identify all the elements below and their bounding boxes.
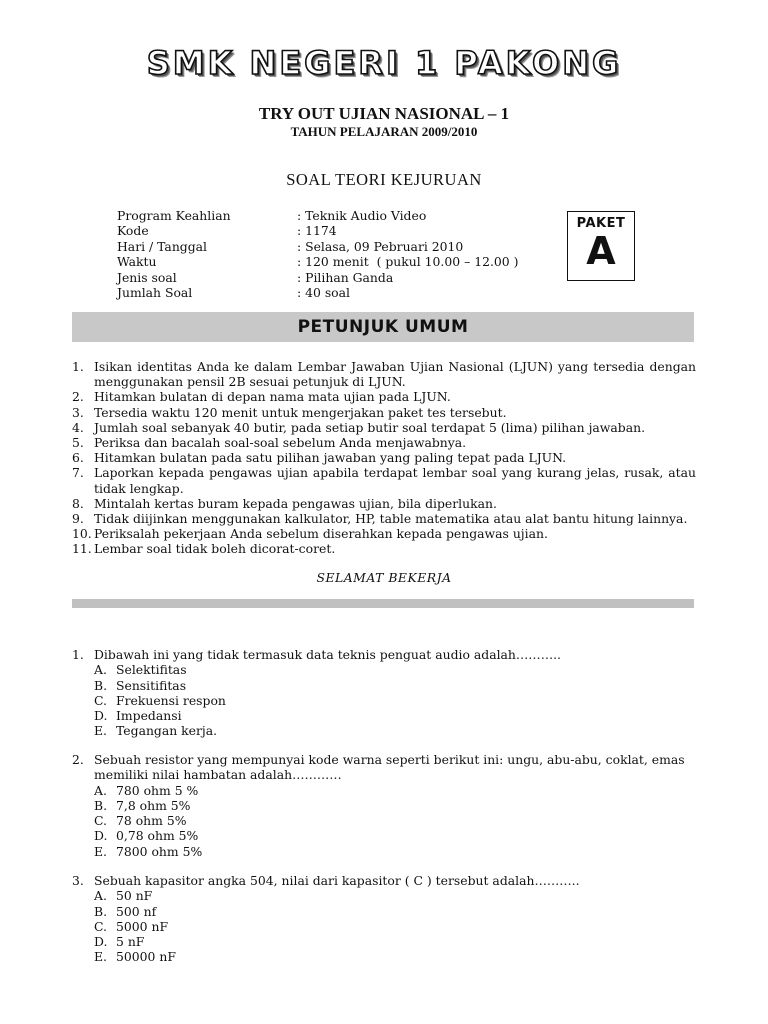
- option-text: 7,8 ohm 5%: [116, 797, 191, 813]
- question-text: Sebuah kapasitor angka 504, nilai dari kapasitor ( C ) tersebut adalah………..: [94, 873, 580, 888]
- section-divider: [72, 599, 694, 608]
- option-letter: C.: [94, 918, 107, 934]
- question-1: [72, 647, 696, 739]
- info-label: Hari / Tanggal: [117, 238, 208, 254]
- subject-title: SOAL TEORI KEJURUAN: [286, 170, 482, 189]
- option-letter: A.: [94, 782, 107, 798]
- item-number: 4.: [72, 419, 84, 435]
- info-value: : Pilihan Ganda: [297, 269, 394, 285]
- question-2: [72, 752, 696, 859]
- item-text: Periksa dan bacalah soal-soal sebelum Anda menjawabnya.: [94, 435, 467, 451]
- item-number: 9.: [72, 511, 84, 527]
- info-value: : 120 menit ( pukul 10.00 – 12.00 ): [297, 254, 519, 270]
- info-value: : Selasa, 09 Pebruari 2010: [297, 238, 464, 254]
- item-text: Lembar soal tidak boleh dicorat-coret.: [94, 541, 336, 557]
- list-item: [72, 541, 696, 556]
- option-text: Tegangan kerja.: [116, 723, 218, 739]
- exam-info-table: [117, 208, 518, 300]
- instructions-heading: PETUNJUK UMUM: [297, 317, 469, 337]
- item-text: Hitamkan bulatan di depan nama mata ujian pada LJUN.: [94, 389, 451, 405]
- option-text: 7800 ohm 5%: [116, 843, 203, 859]
- item-number: 11.: [72, 541, 92, 557]
- exam-title: TRY OUT UJIAN NASIONAL – 1: [258, 104, 510, 123]
- option-letter: E.: [94, 723, 107, 739]
- option-text: 5 nF: [116, 934, 145, 950]
- list-item: [72, 450, 696, 465]
- answer-option: [72, 708, 696, 723]
- answer-option: [72, 844, 696, 859]
- item-text: Isikan identitas Anda ke dalam Lembar Jawaban Ujian Nasional (LJUN) yang tersedia dengan menggunakan pensil 2B sesuai petunjuk di LJUN.: [94, 359, 696, 390]
- option-letter: B.: [94, 797, 108, 813]
- option-letter: B.: [94, 677, 108, 693]
- instructions-list: [72, 359, 696, 557]
- option-text: Selektifitas: [116, 662, 187, 678]
- option-text: 500 nf: [116, 903, 157, 919]
- option-letter: D.: [94, 828, 108, 844]
- option-letter: C.: [94, 692, 107, 708]
- item-number: 1.: [72, 359, 84, 374]
- paket-label: PAKET: [576, 216, 626, 231]
- option-text: 50000 nF: [116, 949, 176, 965]
- item-text: Periksalah pekerjaan Anda sebelum diserahkan kepada pengawas ujian.: [94, 526, 548, 542]
- info-row: [117, 270, 518, 285]
- item-text: Tidak diijinkan menggunakan kalkulator, HP, table matematika atau alat bantu hitung lainnya.: [94, 511, 688, 527]
- info-label: Program Keahlian: [117, 208, 231, 223]
- option-text: Impedansi: [116, 708, 182, 724]
- question-number: 1.: [72, 647, 84, 662]
- info-row: [117, 285, 518, 300]
- list-item: [72, 511, 696, 526]
- academic-year: TAHUN PELAJARAN 2009/2010: [290, 124, 478, 139]
- question-stem: [72, 647, 696, 662]
- option-letter: B.: [94, 903, 108, 919]
- answer-option: [72, 678, 696, 693]
- info-label: Jumlah Soal: [117, 285, 193, 301]
- info-row: [117, 239, 518, 254]
- paket-box: [567, 211, 635, 281]
- question-text: Dibawah ini yang tidak termasuk data teknis penguat audio adalah………..: [94, 647, 561, 662]
- item-number: 8.: [72, 495, 84, 511]
- answer-option: [72, 798, 696, 813]
- info-row: [117, 223, 518, 238]
- item-text: Mintalah kertas buram kepada pengawas ujian, bila diperlukan.: [94, 495, 497, 511]
- answer-option: [72, 723, 696, 738]
- item-number: 6.: [72, 450, 84, 466]
- option-letter: A.: [94, 662, 107, 678]
- item-text: Tersedia waktu 120 menit untuk mengerjakan paket tes tersebut.: [94, 404, 507, 420]
- list-item: [72, 526, 696, 541]
- paket-letter: A: [586, 229, 616, 273]
- closing-text: SELAMAT BEKERJA: [316, 570, 452, 585]
- info-label: Waktu: [117, 254, 157, 270]
- info-value: : 1174: [297, 223, 337, 239]
- option-letter: E.: [94, 843, 107, 859]
- answer-option: [72, 888, 696, 903]
- option-letter: D.: [94, 934, 108, 950]
- instructions-heading-bar: [72, 312, 694, 342]
- question-number: 3.: [72, 873, 84, 888]
- answer-option: [72, 904, 696, 919]
- answer-option: [72, 813, 696, 828]
- question-text: Sebuah resistor yang mempunyai kode warna seperti berikut ini: ungu, abu-abu, coklat, emas memiliki nilai hambatan adalah…………: [94, 752, 685, 783]
- item-text: Laporkan kepada pengawas ujian apabila terdapat lembar soal yang kurang jelas, rusak, atau tidak lengkap.: [94, 465, 696, 496]
- item-number: 2.: [72, 389, 84, 405]
- item-text: Jumlah soal sebanyak 40 butir, pada setiap butir soal terdapat 5 (lima) pilihan jawaban.: [94, 419, 646, 435]
- option-text: Sensitifitas: [116, 677, 187, 693]
- question-stem: [72, 873, 696, 888]
- answer-option: [72, 919, 696, 934]
- question-stem: [72, 752, 696, 783]
- option-text: 0,78 ohm 5%: [116, 828, 199, 844]
- answer-option: [72, 828, 696, 843]
- option-letter: C.: [94, 813, 107, 829]
- option-text: 780 ohm 5 %: [116, 782, 199, 798]
- school-name: SMK NEGERI 1 PAKONG: [146, 44, 622, 82]
- option-text: 78 ohm 5%: [116, 813, 187, 829]
- option-letter: A.: [94, 888, 107, 904]
- info-value: : 40 soal: [297, 285, 350, 301]
- info-value: : Teknik Audio Video: [297, 208, 427, 223]
- answer-option: [72, 662, 696, 677]
- option-text: 50 nF: [116, 888, 153, 904]
- list-item: [72, 359, 696, 389]
- option-letter: D.: [94, 708, 108, 724]
- answer-option: [72, 693, 696, 708]
- option-letter: E.: [94, 949, 107, 965]
- question-number: 2.: [72, 752, 84, 767]
- info-row: [117, 254, 518, 269]
- info-label: Jenis soal: [117, 269, 177, 285]
- item-number: 5.: [72, 435, 84, 451]
- option-text: 5000 nF: [116, 918, 169, 934]
- info-label: Kode: [117, 223, 149, 239]
- item-number: 3.: [72, 404, 84, 420]
- item-text: Hitamkan bulatan pada satu pilihan jawaban yang paling tepat pada LJUN.: [94, 450, 567, 466]
- list-item: [72, 420, 696, 435]
- info-row: [117, 208, 518, 223]
- answer-option: [72, 949, 696, 964]
- question-3: [72, 873, 696, 965]
- list-item: [72, 465, 696, 495]
- option-text: Frekuensi respon: [116, 692, 226, 708]
- answer-option: [72, 783, 696, 798]
- answer-option: [72, 934, 696, 949]
- item-number: 10.: [72, 526, 92, 542]
- list-item: [72, 435, 696, 450]
- list-item: [72, 405, 696, 420]
- list-item: [72, 496, 696, 511]
- item-number: 7.: [72, 465, 84, 481]
- list-item: [72, 389, 696, 404]
